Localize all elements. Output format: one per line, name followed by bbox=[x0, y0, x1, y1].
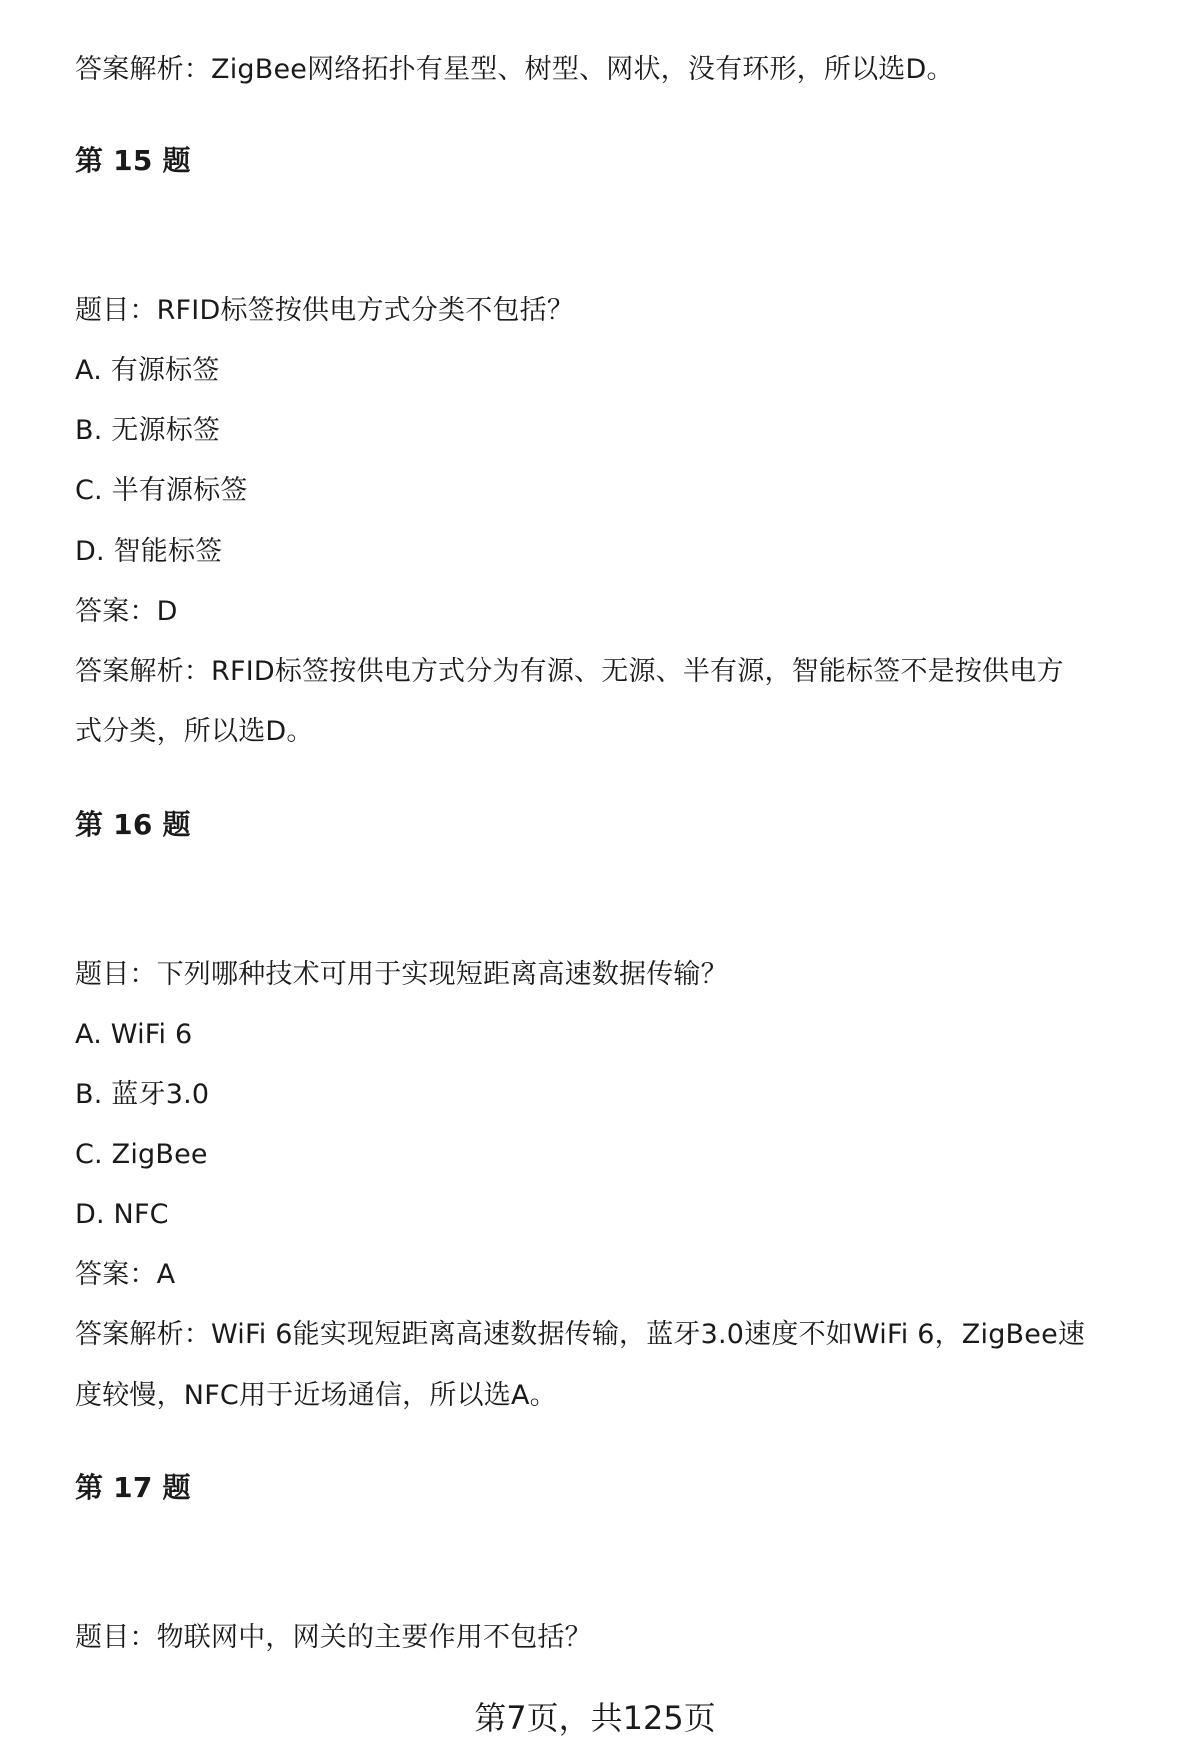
question-16-text: 题目：下列哪种技术可用于实现短距离高速数据传输？ bbox=[75, 959, 728, 990]
question-16-answer: 答案：A bbox=[75, 1259, 176, 1290]
analysis-q14: 答案解析：ZigBee网络拓扑有星型、树型、网状，没有环形，所以选D。 bbox=[75, 54, 954, 85]
question-15-option-c: C. 半有源标签 bbox=[75, 475, 248, 506]
page-number-footer: 第7页，共125页 bbox=[474, 1699, 716, 1737]
question-15-option-a: A. 有源标签 bbox=[75, 355, 220, 386]
question-16-heading: 第 16 题 bbox=[75, 808, 191, 841]
question-15-heading: 第 15 题 bbox=[75, 144, 191, 177]
question-15-option-b: B. 无源标签 bbox=[75, 415, 221, 446]
question-16-option-a: A. WiFi 6 bbox=[75, 1019, 193, 1050]
question-16-analysis-line1: 答案解析：WiFi 6能实现短距离高速数据传输，蓝牙3.0速度不如WiFi 6，ZigBee速 bbox=[75, 1319, 1086, 1350]
question-16-option-c: C. ZigBee bbox=[75, 1139, 208, 1170]
question-15-answer: 答案：D bbox=[75, 596, 178, 627]
question-17-text: 题目：物联网中，网关的主要作用不包括？ bbox=[75, 1622, 592, 1653]
question-16-analysis-line2: 度较慢，NFC用于近场通信，所以选A。 bbox=[75, 1380, 557, 1411]
question-16-option-d: D. NFC bbox=[75, 1199, 169, 1230]
question-17-heading: 第 17 题 bbox=[75, 1471, 191, 1504]
question-15-option-d: D. 智能标签 bbox=[75, 536, 223, 567]
question-15-text: 题目：RFID标签按供电方式分类不包括？ bbox=[75, 295, 575, 326]
question-15-analysis-line1: 答案解析：RFID标签按供电方式分为有源、无源、半有源，智能标签不是按供电方 bbox=[75, 656, 1064, 687]
question-16-option-b: B. 蓝牙3.0 bbox=[75, 1079, 210, 1110]
question-15-analysis-line2: 式分类，所以选D。 bbox=[75, 716, 314, 747]
